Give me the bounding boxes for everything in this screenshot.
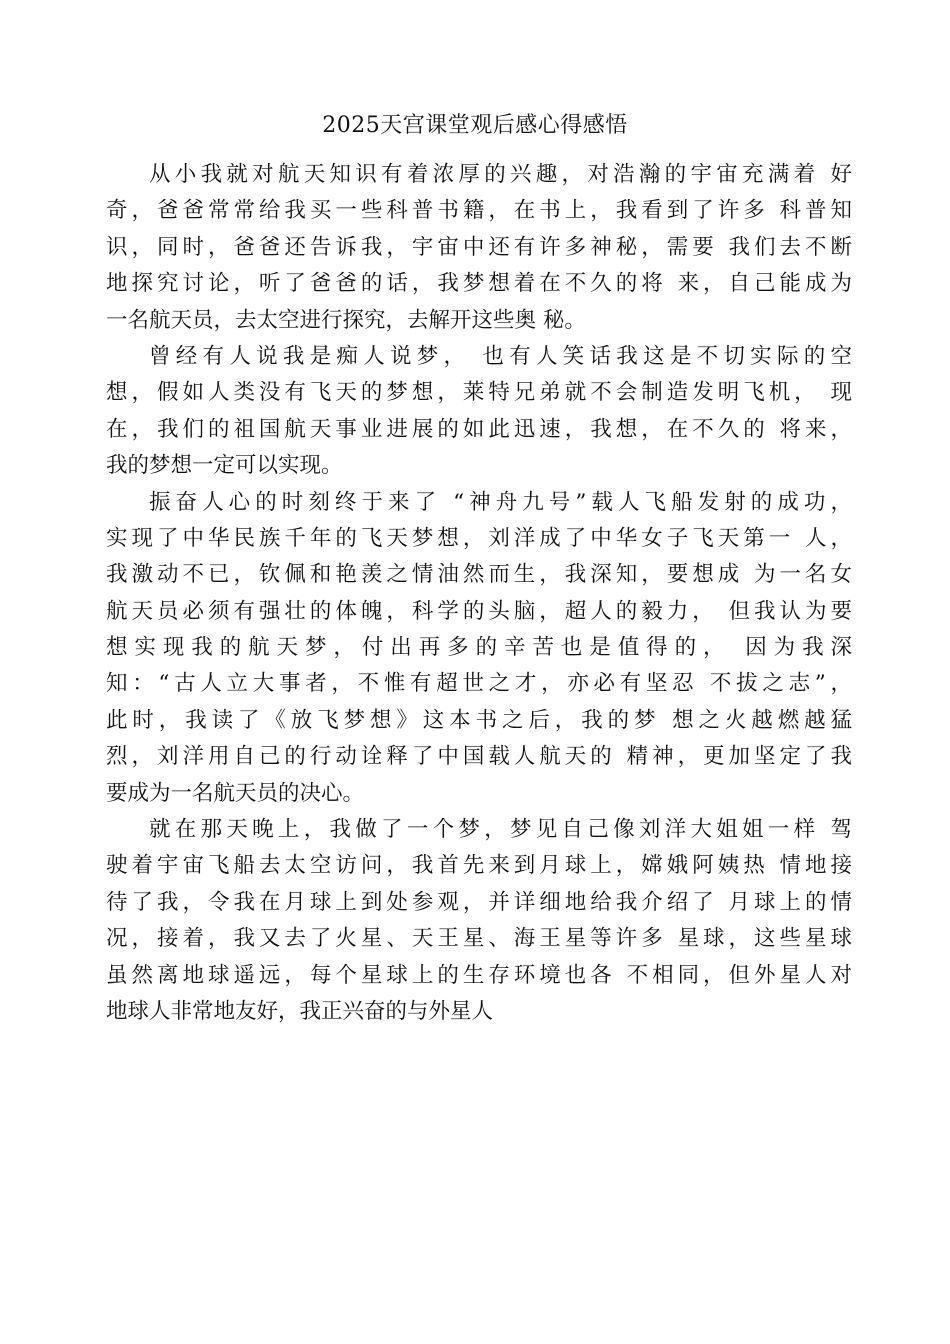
paragraph-line: 驶着宇宙飞船去太空访问，我首先来到月球上，嫦娥阿姨热 情地接 — [106, 853, 852, 879]
paragraph-line: 识，同时，爸爸还告诉我，宇宙中还有许多神秘，需要 我们去不断 — [106, 234, 852, 260]
document-title: 2025天宫课堂观后感心得感悟 — [322, 113, 628, 138]
paragraph-line: 航天员必须有强壮的体魄，科学的头脑，超人的毅力， 但我认为要 — [106, 598, 852, 624]
paragraph-line: 地球人非常地友好，我正兴奋的与外星人 — [106, 998, 494, 1024]
paragraph-line: 奇，爸爸常常给我买一些科普书籍，在书上，我看到了许多 科普知 — [106, 198, 852, 224]
paragraph-line: 虽然离地球遥远，每个星球上的生存环境也各 不相同，但外星人对 — [106, 962, 852, 988]
paragraph-line: 曾经有人说我是痴人说梦， 也有人笑话我这是不切实际的空 — [149, 343, 852, 369]
paragraph-line: 实现了中华民族千年的飞天梦想，刘洋成了中华女子飞天第一 人， — [106, 525, 852, 551]
paragraph-line: 待了我，令我在月球上到处参观，并详细地给我介绍了 月球上的情 — [106, 889, 852, 915]
paragraph-line: 地探究讨论，听了爸爸的话，我梦想着在不久的将 来，自己能成为 — [106, 271, 852, 297]
paragraph-line: 就在那天晚上，我做了一个梦，梦见自己像刘洋大姐姐一样 驾 — [149, 817, 852, 843]
paragraph-line: 此时，我读了《放飞梦想》这本书之后，我的梦 想之火越燃越猛 — [106, 707, 852, 733]
paragraph-line: 知：“古人立大事者，不惟有超世之才，亦必有坚忍 不拔之志”， — [106, 671, 852, 697]
paragraph-line: 从小我就对航天知识有着浓厚的兴趣，对浩瀚的宇宙充满着 好 — [149, 162, 852, 187]
paragraph-line: 我激动不已，钦佩和艳羡之情油然而生，我深知，要想成 为一名女 — [106, 562, 852, 588]
document-body — [106, 157, 852, 1030]
paragraph-line: 在，我们的祖国航天事业进展的如此迅速，我想，在不久的 将来， — [106, 416, 852, 442]
paragraph-line: 想实现我的航天梦，付出再多的辛苦也是值得的， 因为我深 — [106, 635, 852, 661]
paragraph-line: 一名航天员，去太空进行探究，去解开这些奥 秘。 — [106, 307, 586, 333]
paragraph-line: 烈，刘洋用自己的行动诠释了中国载人航天的 精神，更加坚定了我 — [106, 744, 852, 770]
paragraph-line: 想，假如人类没有飞天的梦想，莱特兄弟就不会制造发明飞机， 现 — [106, 380, 852, 406]
paragraph-line: 要成为一名航天员的决心。 — [106, 780, 365, 806]
paragraph-1 — [106, 157, 852, 339]
paragraph-line: 况，接着，我又去了火星、天王星、海王星等许多 星球，这些星球 — [106, 926, 852, 952]
paragraph-4 — [106, 812, 852, 1030]
paragraph-3 — [106, 485, 852, 813]
paragraph-line: 振奋人心的时刻终于来了 “神舟九号”载人飞船发射的成功， — [149, 489, 852, 515]
paragraph-2 — [106, 339, 852, 485]
paragraph-line: 我的梦想一定可以实现。 — [106, 453, 343, 479]
